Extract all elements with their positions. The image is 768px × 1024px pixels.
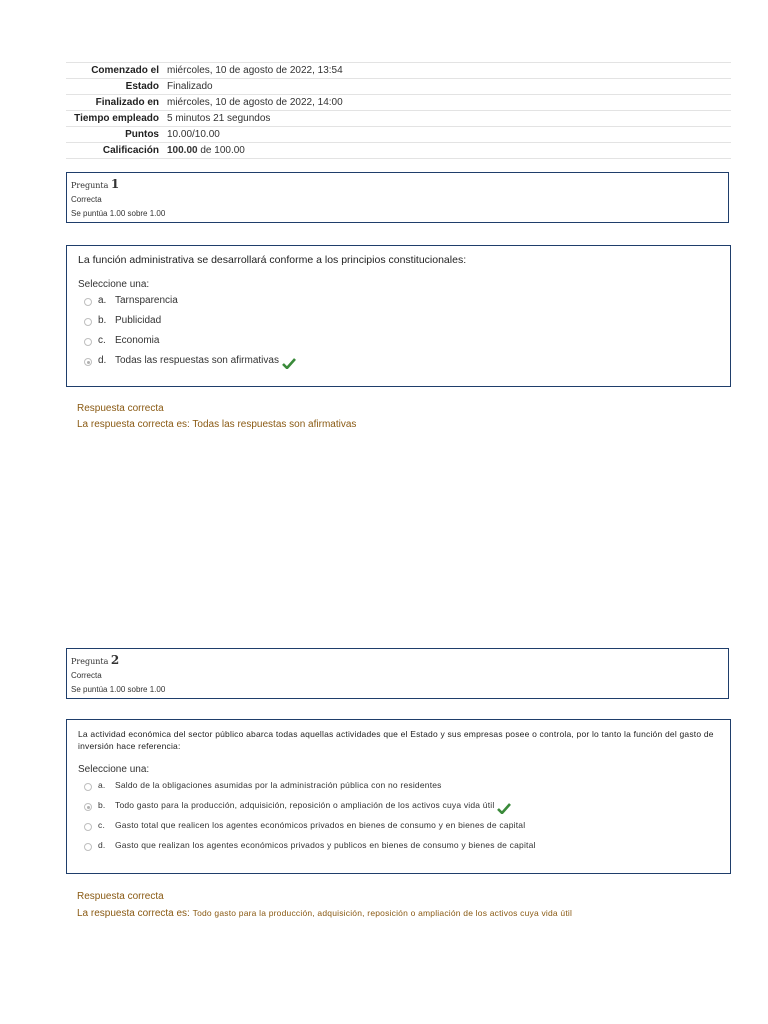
check-icon (282, 358, 296, 369)
option-letter: d. (98, 354, 107, 366)
option-text: Publicidad (115, 314, 162, 326)
option-letter: c. (98, 334, 106, 346)
question-feedback-1 (77, 401, 356, 433)
question-info-1 (66, 172, 729, 223)
select-prompt: Seleccione una: (78, 764, 150, 775)
option-text: Gasto total que realicen los agentes económicos privados en bienes de consumo y en bienes de capital (115, 820, 526, 830)
option-d[interactable] (78, 350, 719, 370)
radio-button-selected[interactable] (84, 358, 92, 366)
question-content-1 (66, 245, 731, 387)
question-state: Correcta (71, 671, 102, 680)
summary-label: Comenzado el (66, 63, 163, 79)
radio-button[interactable] (84, 318, 92, 326)
summary-value: miércoles, 10 de agosto de 2022, 13:54 (163, 63, 731, 79)
radio-button-selected[interactable] (84, 803, 92, 811)
summary-value: 10.00/10.00 (163, 127, 731, 143)
option-letter: a. (98, 780, 106, 790)
option-letter: b. (98, 314, 107, 326)
summary-value: Finalizado (163, 79, 731, 95)
summary-label: Tiempo empleado (66, 111, 163, 127)
option-d[interactable] (78, 835, 719, 855)
option-c[interactable] (78, 330, 719, 350)
option-b[interactable] (78, 310, 719, 330)
radio-button[interactable] (84, 823, 92, 831)
summary-row-state (66, 79, 731, 95)
summary-row-started (66, 63, 731, 79)
question-state: Correcta (71, 195, 102, 204)
attempt-summary-table (66, 62, 731, 159)
question-prefix: Pregunta (71, 181, 109, 190)
feedback-correct-answer: La respuesta correcta es: Todas las respuestas son afirmativas (77, 419, 357, 430)
option-b[interactable] (78, 795, 719, 815)
grade-value: 100.00 (167, 145, 198, 156)
question-info-2 (66, 648, 729, 699)
option-text: Gasto que realizan los agentes económicos privados y publicos en bienes de consumo y bienes de capital (115, 840, 536, 850)
option-letter: a. (98, 294, 107, 306)
option-text: Economia (115, 334, 160, 346)
question-content-2 (66, 719, 731, 874)
question-text: La actividad económica del sector público abarca todas aquellas actividades que el Estado y sus empresas posee o controla, por lo tanto la función del gasto de inversión hace referencia: (78, 729, 714, 751)
option-c[interactable] (78, 815, 719, 835)
feedback-status: Respuesta correcta (77, 403, 164, 414)
feedback-correct-answer: Todo gasto para la producción, adquisición, reposición o ampliación de los activos cuya vida útil (192, 908, 573, 918)
question-prefix: Pregunta (71, 657, 109, 666)
summary-value (163, 143, 731, 159)
question-number: 1 (110, 177, 120, 191)
summary-value: 5 minutos 21 segundos (163, 111, 731, 127)
select-prompt: Seleccione una: (78, 279, 150, 290)
radio-button[interactable] (84, 783, 92, 791)
option-text: Saldo de la obligaciones asumidas por la administración pública con no residentes (115, 780, 442, 790)
feedback-answer-prefix: La respuesta correcta es: (77, 908, 193, 919)
option-text: Todo gasto para la producción, adquisición, reposición o ampliación de los activos cuya vida útil (115, 800, 495, 810)
question-grade: Se puntúa 1.00 sobre 1.00 (71, 209, 166, 218)
question-number-line (71, 653, 724, 667)
summary-row-time (66, 111, 731, 127)
option-letter: d. (98, 840, 106, 850)
option-text: Todas las respuestas son afirmativas (115, 354, 279, 366)
feedback-status: Respuesta correcta (77, 891, 164, 902)
option-letter: b. (98, 800, 106, 810)
summary-row-finished (66, 95, 731, 111)
question-number: 2 (110, 653, 120, 667)
question-grade: Se puntúa 1.00 sobre 1.00 (71, 685, 166, 694)
summary-value: miércoles, 10 de agosto de 2022, 14:00 (163, 95, 731, 111)
summary-row-grade (66, 143, 731, 159)
option-a[interactable] (78, 290, 719, 310)
summary-row-points (66, 127, 731, 143)
radio-button[interactable] (84, 338, 92, 346)
summary-label: Finalizado en (66, 95, 163, 111)
question-number-line (71, 177, 724, 191)
summary-label: Estado (66, 79, 163, 95)
question-feedback-2 (77, 889, 572, 922)
feedback-correct-answer-line (77, 905, 572, 922)
radio-button[interactable] (84, 298, 92, 306)
option-letter: c. (98, 820, 106, 830)
option-a[interactable] (78, 775, 719, 795)
radio-button[interactable] (84, 843, 92, 851)
option-text: Tarnsparencia (115, 294, 178, 306)
grade-max: de 100.00 (197, 145, 245, 156)
question-text: La función administrativa se desarrollará conforme a los principios constitucionales: (78, 254, 467, 266)
summary-label: Puntos (66, 127, 163, 143)
summary-label: Calificación (66, 143, 163, 159)
check-icon (497, 803, 511, 814)
